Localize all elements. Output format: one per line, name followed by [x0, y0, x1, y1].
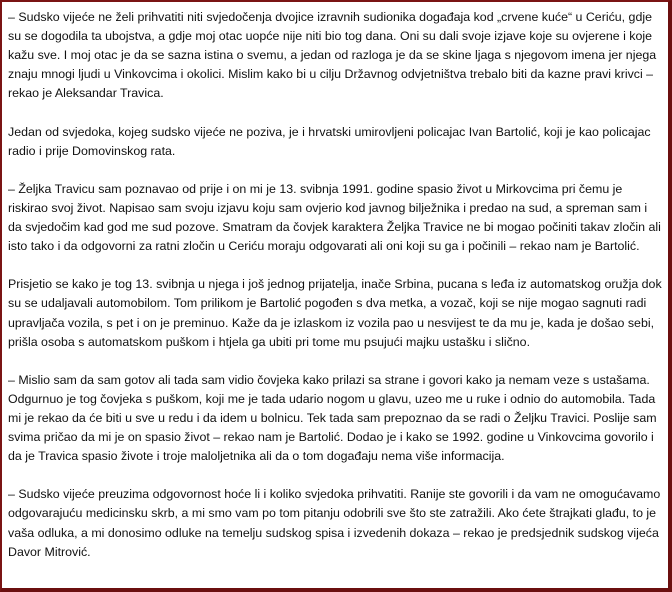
- paragraph-4: Prisjetio se kako je tog 13. svibnja u njega i još jednog prijatelja, inače Srbina, pucana s leđa iz automatskog oružja dok su se udaljavali automobilom. Tom prilikom je Bartolić pogođen s dva metka, a vozač, koji se nije mogao sagnuti radi upravljača vozila, s pet i on je preminuo. Kaže da je izlaskom iz vozila pao u nesvijest te da mu je, kada je došao sebi, prišla osoba s automatskom puškom i htjela ga ubiti pri tome mu psujući majku ustašku i slično.: [8, 277, 662, 349]
- paragraph-2: Jedan od svjedoka, kojeg sudsko vijeće ne poziva, je i hrvatski umirovljeni policajac Ivan Bartolić, koji je kao policajac radio i prije Domovinskog rata.: [8, 124, 651, 158]
- paragraph-3: – Željka Travicu sam poznavao od prije i on mi je 13. svibnja 1991. godine spasio život u Mirkovcima pri čemu je riskirao svoj život. Napisao sam svoju izjavu koju sam ovjerio kod javnog bilježnika i predao na sud, a spreman sam i da svjedočim kad god me sud pozove. Smatram da čovjek karaktera Željka Travice ne bi mogao počiniti takav zločin ali isto tako i da odgovorni za ratni zločin u Ceriću moraju odgovarati ali oni koji su ga i počinili – rekao nam je Bartolić.: [8, 181, 661, 254]
- article-body: [8, 8, 662, 562]
- paragraph-5: – Mislio sam da sam gotov ali tada sam vidio čovjeka kako prilazi sa strane i govori kako ja nemam veze s ustašama. Odgurnuo je tog čovjeka s puškom, koji me je tada udario nogom u glavu, uzeo me u ruke i odnio do automobila. Tada mi je rekao da će biti u sve u redu i da idem u bolnicu. Tek tada sam prepoznao da se radi o Željku Travici. Poslije sam svima pričao da mi je on spasio život – rekao nam je Bartolić. Dodao je i kako se 1992. godine u Vinkovcima govorilo i da je Travica spasio živote i troje maloljetnika ali da o tom događaju nema više informacija.: [8, 372, 657, 464]
- paragraph-1: – Sudsko vijeće ne želi prihvatiti niti svjedočenja dvojice izravnih sudionika događaja kod „crvene kuće“ u Ceriću, gdje su se dogodila ta ubojstva, a gdje moj otac uopće nije niti bio tog dana. Oni su dali svoje izjave koje su ovjerene i koje kažu sve. I moj otac je da se sazna istina o svemu, a jedan od razloga je da se skine ljaga s njegovom imena jer njega znaju mnogi ljudi u Vinkovcima i okolici. Mislim kako bi u cilju Državnog odvjetništva trebalo biti da kazne pravi krivci – rekao je Aleksandar Travica.: [8, 10, 657, 101]
- paragraph-6: – Sudsko vijeće preuzima odgovornost hoće li i koliko svjedoka prihvatiti. Ranije ste govorili i da vam ne omogućavamo odgovarajuću medicinsku skrb, a mi smo vam po tom pitanju odobrili sve što ste zatražili. Ako ćete štrajkati glađu, to je vaša odluka, a mi donosimo odluke na temelju sudskog spisa i izvedenih dokaza – rekao je predsjednik sudskog vijeća Davor Mitrović.: [8, 487, 661, 559]
